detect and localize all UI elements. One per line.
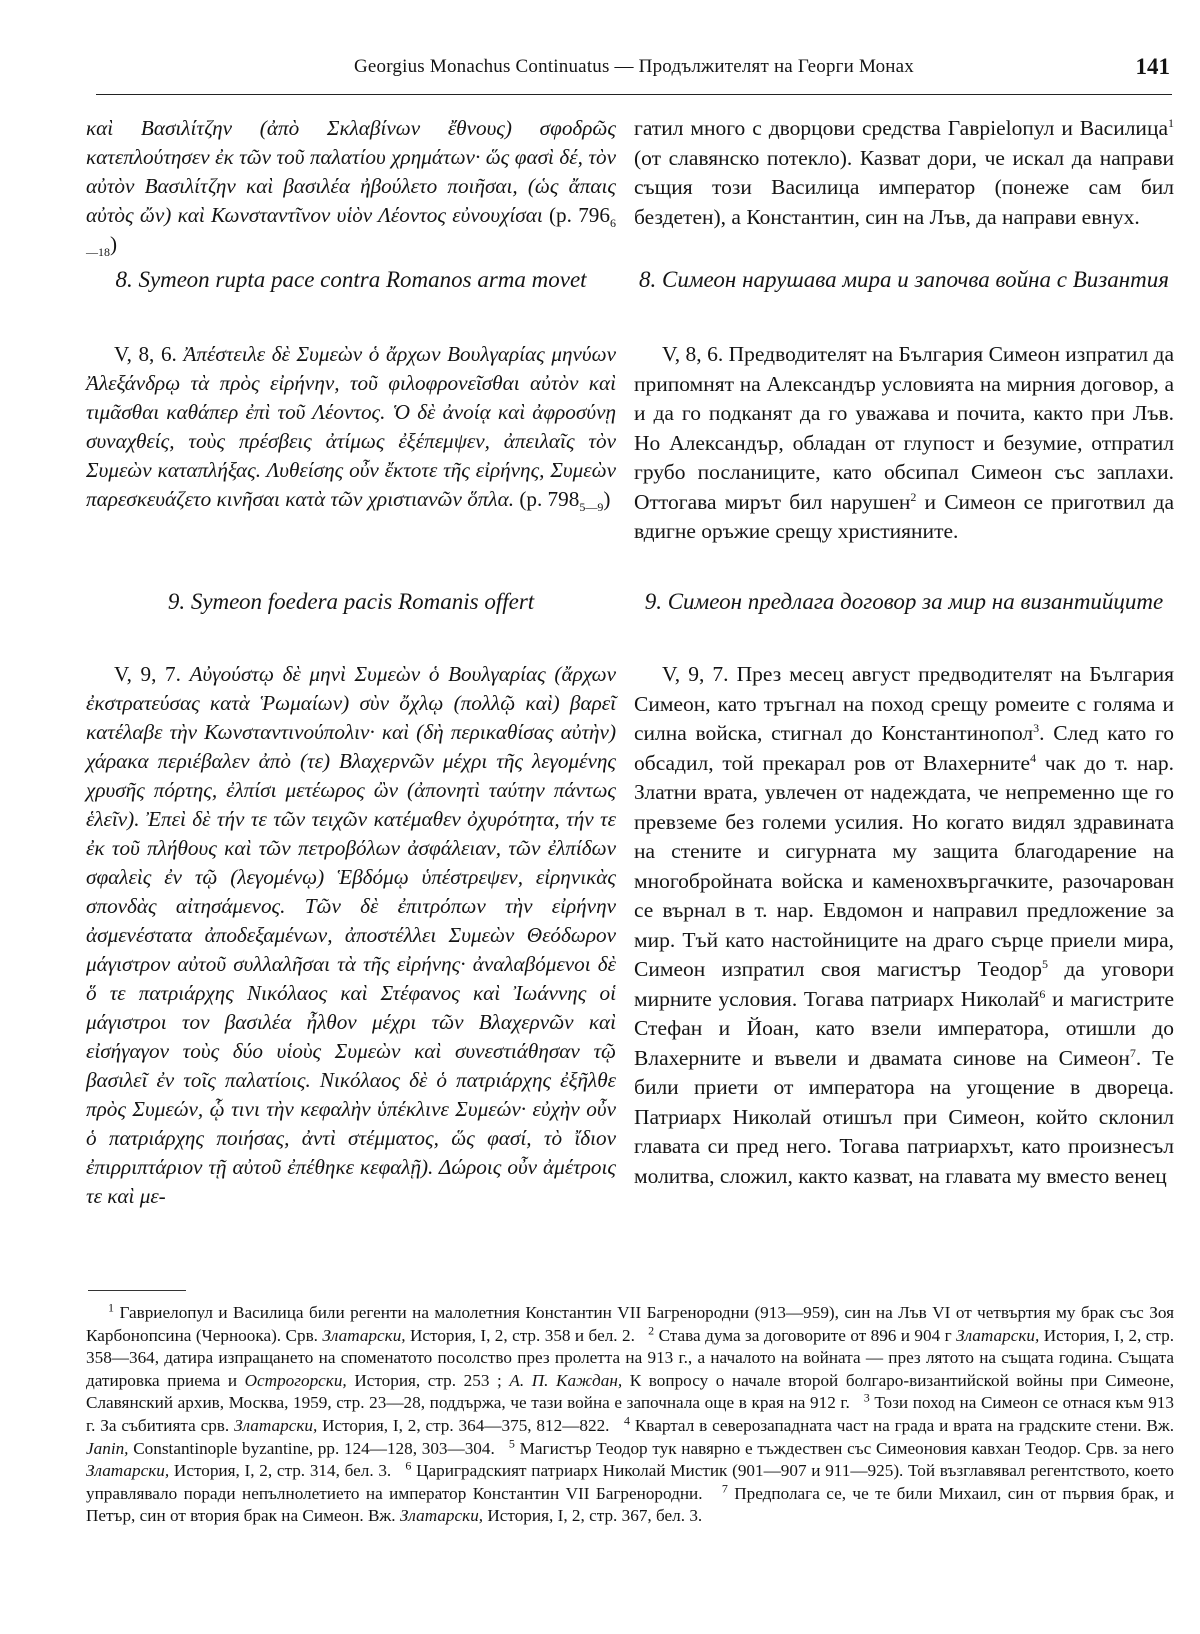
footnote-rule [88, 1290, 186, 1291]
page-reference: (p. $796_{6—18}$) [86, 203, 616, 260]
passage-reference: V, 8, 6. [662, 342, 724, 366]
footnote-number: 3 [863, 1390, 870, 1405]
running-title: Georgius Monachus Continuatus — Продължителят на Георги Монах [353, 56, 914, 77]
footnote-marker: 5 [1041, 956, 1048, 971]
greek-text: καὶ Βασιλίτζην (ἀπὸ Σκλαβίνων ἔθνους) σφοδρῶς κατεπλούτησεν ἐκ τῶν τοῦ παλατίου χρημάτων· ὥς φασὶ δέ, τὸν αὐτὸν Βασιλίτζην καὶ βασιλέα ἠβούλετο ποιῆσαι, (ὡς ἄπαις αὐτὸς ὤν) καὶ Κωνσταντῖνον υἱὸν Λέοντος εὐνουχίσαι [86, 116, 616, 227]
footnotes [86, 1302, 1174, 1528]
footnote-marker: 7 [1129, 1045, 1136, 1060]
greek-text: Αὐγούστῳ δὲ μηνὶ Συμεὼν ὁ Βουλγαρίας (ἄρχων ἐκστρατεύσας κατὰ Ῥωμαίων) σὺν ὄχλῳ (πολλῷ καὶ) βαρεῖ κατέλαβε τὴν Κωνσταντινούπολιν· καὶ (δὴ περικαθίσας αὐτὴν) χάρακα περιέβαλεν ἀπὸ (τε) Βλαχερνῶν μέχρι τῆς λεγομένης χρυσῆς πόρτης, ἐλπίσι μετέωρος ὢν (ἀπονητὶ ταύτην πάντως ἑλεῖν). Ἐπεὶ δὲ τήν τε τῶν τειχῶν κατέμαθεν ὀχυρότητα, τήν τε ἐκ τοῦ πλήθους καὶ τῶν πετροβόλων ἀσφάλειαν, τῶν ἐλπίδων σφαλεὶς ἐν τῷ (λεγομένῳ) Ἑβδόμῳ ὑπέστρεψεν, εἰρηνικὰς σπονδὰς αἰτησάμενος. Τῶν δὲ ἐπιτρόπων τὴν εἰρήνην ἀσμενέστατα ἀποδεξαμένων, ἀποστέλλει Συμεὼν Θεόδωρον μάγιστρον αὐτοῦ συλλαλῆσαι τὰ τῆς εἰρήνης· ἀναλαβόμενοι δὲ ὅ τε πατριάρχης Νικόλαος καὶ Στέφανος καὶ Ἰωάννης οἱ μάγιστροι τον βασιλέα ἦλθον μέχρι τῶν Βλαχερνῶν καὶ εἰσήγαγον τοὺς δύο υἱοὺς Συμεὼν καὶ συνεστιάθησαν τῷ βασιλεῖ ἐν τοῖς παλατίοις. Νικόλαος δὲ ὁ πατριάρχης ἐξῆλθε πρὸς Συμεών, ᾧ τινι τὴν κεφαλὴν ὑπέκλινε Συμεών· εὐχὴν οὖν ὁ πατριάρχης ποιήσας, ἀντὶ στέμματος, ὥς φασί, τὸ ἴδιον ἐπιρριπτάριον τῇ αὐτοῦ ἐπέθηκε κεφαλῇ). Δώροις οὖν ἀμέτροις τε καὶ με- [86, 662, 616, 1208]
greek-text: Ἀπέστειλε δὲ Συμεὼν ὁ ἄρχων Βουλγαρίας μηνύων Ἀλεξάνδρῳ τὰ πρὸς εἰρήνην, τοῦ φιλοφρονεῖσθαι αὐτὸν καὶ τιμᾶσθαι καθάπερ ἐπὶ τοῦ Λέοντος. Ὁ δὲ ἀνοίᾳ καὶ ἀφροσύνῃ συναχθείς, τοὺς πρέσβεις ἀτίμως ἐξέπεμψεν, ἀπειλαῖς τὸν Συμεὼν καταπλήξας. Λυθείσης οὖν ἔκτοτε τῆς εἰρήνης, Συμεὼν παρεσκευάζετο κινῆσαι κατὰ τῶν χριστιανῶν ὅπλα. [86, 342, 616, 511]
footnote-marker: 2 [910, 489, 917, 504]
footnote-number: 7 [721, 1481, 728, 1496]
footnote-number: 1 [108, 1300, 114, 1315]
footnote-block: $^1$ Гавриелопул и Василица били регенти на малолетния Константин VII Багренородни (913—959), син на Лъв VI от четвъртия му брак със Зоя Карбонопсина (Черноока). Срв. Златарски, История, I, 2, стр. 358 и бел. 2. $^2$ Става дума за договорите от 896 и 904 г Златарски, История, I, 2, стр. 358—364, датира изпращането на споменатото посолство през пролетта на 913 г., а началото на войната — през лятото на същата година. Същата датировка приема и Острогорски, История, стр. 253 ; А. П. Каждан, К вопросу о начале второй болгаро-византийской войны при Симеоне, Славянский архив, Москва, 1959, стр. 23—28, поддържа, че тази война е започнала още в края на 912 г. $^3$ Този поход на Симеон се отнася към 913 г. За събитията срв. Златарски, История, I, 2, стр. 364—375, 812—822. $^4$ Квартал в северозападната част на града и врата на градските стени. Вж. Janin, Constantinople byzantine, pp. 124—128, 303—304. $^5$ Магистър Теодор тук навярно е тъждествен със Симеоновия кавхан Теодор. Срв. за него Златарски, История, I, 2, стр. 314, бел. 3. $^6$ Цариградският патриарх Николай Мистик (901—907 и 911—925). Той възглавявал регентството, което управлявало поради непълнолетието на император Константин VII Багренородни. $^7$ Предполага се, че те били Михаил, син от първия брак, и Петър, син от втория брак на Симеон. Вж. Златарски, История, I, 2, стр. 367, бел. 3. [86, 1300, 1175, 1526]
footnote-marker: 3 [1033, 720, 1040, 735]
footnote-number: 5 [508, 1435, 515, 1450]
running-head [96, 54, 1172, 95]
passage-reference: V, 9, 7. [662, 662, 729, 686]
greek-passage-9 [86, 660, 616, 1211]
greek-passage-continued [86, 114, 616, 259]
section-heading-8-latin: 8. Syтеоn rupta pace contra Romanos arma movet [115, 267, 587, 292]
footnote-marker: 1 [1168, 115, 1174, 130]
footnote-number: 4 [624, 1413, 630, 1428]
bulgarian-passage-continued: гатил много с дворцови средства Гаврielопул и Василица$^1$ (от славянско потекло). Казват дори, че искал да направи същия този Василица император (понеже сам бил бездетен), а Константин, син на Лъв, да направи евнух. [634, 115, 1174, 229]
greek-passage-8 [86, 340, 616, 514]
passage-reference: V, 8, 6. [114, 342, 177, 366]
footnote-marker: 6 [1039, 986, 1046, 1001]
page-number: 141 [1135, 54, 1170, 79]
footnote-marker: 4 [1030, 750, 1037, 765]
page-reference: (p. $798_{5—9}$) [519, 487, 611, 515]
section-heading-9-latin: 9. Syтеоn foedera pacis Romanis offert [167, 589, 535, 614]
bulgarian-passage-9: V, 9, 7. През месец август предводителят на България Симеон, като тръгнал на поход срещу ромеите с голяма и силна войска, стигнал до Константинопол$^3$. След като го обсадил, той прекарал ров от Влахерните$^4$ чак до т. нар. Златни врата, увлечен от надеждата, че непременно ще го превземе без големи усилия. Но когато видял здравината на стените и сигурната му защита благодарение на многобройната войска и каменохвъргачките, разочарован се върнал в т. нар. Евдомон и направил предложение за мир. Тъй като настойниците на драго сърце приели мира, Симеон изпратил своя магистър Теодор$^5$ да уговори мирните условия. Тогава патриарх Николай$^6$ и магистрите Стефан и Йоан, като взели императора, отишли до Влахерните и въвели и двамата синове на Симеон$^7$. Те били приети от императора на угощение в двореца. Патриарх Николай отишъл при Симеон, който склонил главата си пред него. Тогава патриархът, като произнесъл молитва, сложил, както казват, на главата му вместо венец [634, 662, 1175, 1188]
footnote-number: 6 [405, 1458, 412, 1473]
section-heading-9-bulgarian: 9. Симеон предлага договор за мир на византийците [644, 589, 1164, 614]
bulgarian-passage-8: V, 8, 6. Предводителят на България Симеон изпратил да припомнят на Александър условията на мирния договор, а и да го подканят да го уважава и почита, както при Лъв. Но Александър, обладан от глупост и безумие, отпратил грубо посланиците, като обсипал Симеон със заплахи. Оттогава мирът бил нарушен$^2$ и Симеон се приготвил да вдигне оръжие срещу християните. [634, 342, 1174, 543]
footnote-number: 2 [648, 1322, 655, 1337]
passage-reference: V, 9, 7. [114, 662, 181, 686]
section-heading-8-bulgarian: 8. Симеон нарушава мира и започва война с Византия [639, 267, 1169, 292]
